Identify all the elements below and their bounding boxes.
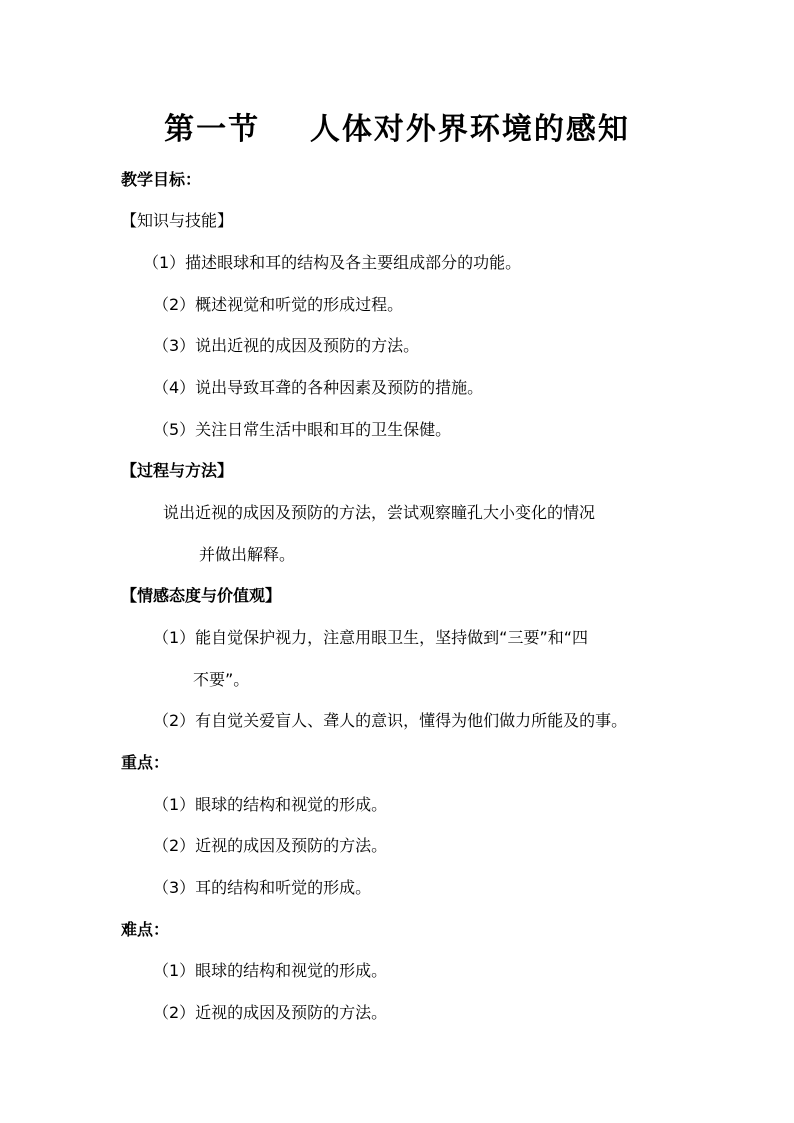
emotion-item-1-line-2: 不要”。 (193, 670, 250, 689)
knowledge-item-2: （2）概述视觉和听觉的形成过程。 (153, 295, 404, 314)
difficult-points-heading: 难点： (121, 920, 170, 939)
emotion-item-2: （2）有自觉关爱盲人、聋人的意识，懂得为他们做力所能及的事。 (153, 711, 628, 730)
key-point-1: （1）眼球的结构和视觉的形成。 (153, 795, 388, 814)
knowledge-item-4: （4）说出导致耳聋的各种因素及预防的措施。 (153, 378, 484, 397)
key-point-3: （3）耳的结构和听觉的形成。 (153, 878, 372, 897)
knowledge-item-1: （1）描述眼球和耳的结构及各主要组成部分的功能。 (143, 253, 522, 272)
key-points-heading: 重点： (121, 753, 170, 772)
emotion-item-1-line-1: （1）能自觉保护视力，注意用眼卫生，坚持做到“三要”和“四 (153, 628, 589, 647)
process-text-line-1: 说出近视的成因及预防的方法，尝试观察瞳孔大小变化的情况 (163, 503, 596, 522)
objectives-heading: 教学目标： (121, 170, 202, 189)
knowledge-item-5: （5）关注日常生活中眼和耳的卫生保健。 (153, 420, 452, 439)
process-text-line-2: 并做出解释。 (199, 545, 296, 564)
knowledge-item-3: （3）说出近视的成因及预防的方法。 (153, 336, 420, 355)
process-heading: 【过程与方法】 (121, 461, 234, 480)
difficult-point-2: （2）近视的成因及预防的方法。 (153, 1003, 388, 1022)
knowledge-heading: 【知识与技能】 (121, 211, 234, 230)
lesson-title: 第一节 人体对外界环境的感知 (164, 112, 630, 147)
key-point-2: （2）近视的成因及预防的方法。 (153, 836, 388, 855)
emotion-heading: 【情感态度与价值观】 (121, 586, 282, 605)
difficult-point-1: （1）眼球的结构和视觉的形成。 (153, 961, 388, 980)
